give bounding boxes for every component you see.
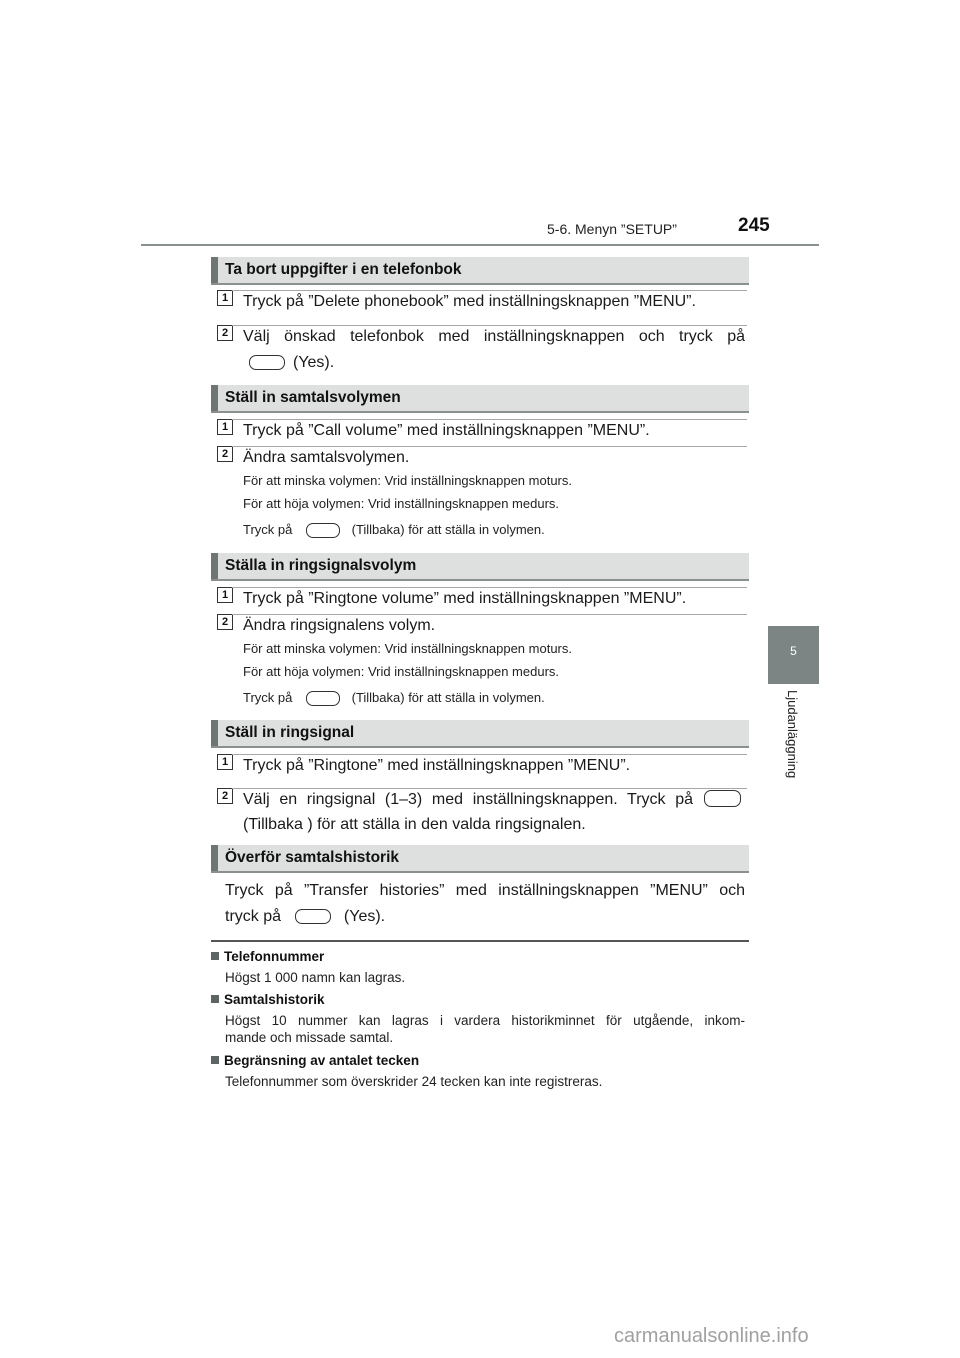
step-detail: För att minska volymen: Vrid inställningsknappen moturs. (243, 473, 572, 488)
step-number-badge: 2 (217, 614, 233, 630)
section-title: Överför samtalshistorik (225, 849, 400, 866)
back-button-icon (306, 523, 340, 538)
note-heading-text: Begränsning av antalet tecken (224, 1053, 420, 1068)
section-heading-bar (211, 553, 218, 579)
detail-text: Tryck på (243, 690, 293, 705)
section-heading-delete-phonebook (211, 257, 749, 285)
section-heading-call-volume (211, 385, 749, 413)
step-text-yes: (Yes). (293, 354, 335, 371)
detail-text: (Tillbaka) för att ställa in volymen. (351, 690, 545, 705)
section-title: Ställa in ringsignalsvolym (225, 557, 417, 574)
chapter-label: Ljudanläggning (785, 690, 800, 779)
step-number-badge: 1 (217, 290, 233, 306)
step-text: Tryck på ”Ringtone volume” med inställningsknappen ”MENU”. (243, 590, 687, 607)
step-text: Tryck på ”Delete phonebook” med inställningsknappen ”MENU”. (243, 293, 696, 310)
section-heading-bar (211, 385, 218, 411)
section-heading-ringtone (211, 720, 749, 748)
step-text: Ändra ringsignalens volym. (243, 617, 436, 634)
step-text: Tryck på ”Ringtone” med inställningsknappen ”MENU”. (243, 757, 631, 774)
chapter-label-wrap (766, 690, 822, 810)
square-bullet-icon (211, 952, 219, 960)
note-heading (211, 1053, 419, 1068)
note-heading (211, 992, 325, 1007)
yes-button-icon (295, 909, 331, 924)
step-text-continued (243, 349, 745, 376)
step-number-badge: 2 (217, 446, 233, 462)
step-detail: För att höja volymen: Vrid inställningsknappen medurs. (243, 496, 560, 511)
section-heading-bar (211, 720, 218, 746)
step-text-line: Välj en ringsignal (1–3) med inställningsknappen. Tryck på (243, 791, 693, 808)
section-title: Ställ in ringsignal (225, 724, 355, 741)
instruction-text: Tryck på ”Transfer histories” med inställningsknappen ”MENU” och (225, 882, 745, 899)
step-detail-back (243, 690, 545, 706)
page-number: 245 (738, 215, 770, 236)
step-number-badge: 1 (217, 419, 233, 435)
step-text: Välj önskad telefonbok med inställningsknappen och tryck på (243, 328, 745, 345)
note-heading-text: Samtalshistorik (224, 992, 325, 1007)
watermark-url: carmanualsonline.info (614, 1325, 809, 1347)
back-button-icon (306, 691, 340, 706)
step-detail-back (243, 522, 545, 538)
note-heading (211, 949, 324, 964)
square-bullet-icon (211, 995, 219, 1003)
step-number-badge: 1 (217, 754, 233, 770)
instruction-text-part: tryck på (225, 908, 282, 925)
note-text-continued: mande och missade samtal. (225, 1030, 394, 1045)
header-section-title: 5-6. Menyn ”SETUP” (547, 221, 677, 237)
square-bullet-icon (211, 1056, 219, 1064)
step-text-continued: (Tillbaka ) för att ställa in den valda ringsignalen. (243, 816, 586, 833)
note-heading-text: Telefonnummer (224, 949, 325, 964)
step-detail: För att minska volymen: Vrid inställningsknappen moturs. (243, 641, 572, 656)
section-title: Ta bort uppgifter i en telefonbok (225, 261, 462, 278)
note-text: Högst 1 000 namn kan lagras. (225, 970, 406, 985)
header-divider (141, 244, 819, 246)
step-detail: För att höja volymen: Vrid inställningsknappen medurs. (243, 664, 560, 679)
section-title: Ställ in samtalsvolymen (225, 389, 401, 406)
note-text: Telefonnummer som överskrider 24 tecken kan inte registreras. (225, 1074, 603, 1089)
instruction-text-part: (Yes). (343, 908, 386, 925)
step-number-badge: 1 (217, 587, 233, 603)
notes-divider (211, 940, 749, 942)
chapter-number: 5 (790, 644, 797, 658)
chapter-tab (768, 626, 819, 684)
back-button-icon (704, 790, 741, 807)
yes-button-icon (249, 355, 285, 370)
step-text (243, 786, 693, 813)
detail-text: Tryck på (243, 522, 293, 537)
section-heading-ringtone-volume (211, 553, 749, 581)
section-heading-bar (211, 845, 218, 871)
step-text: Ändra samtalsvolymen. (243, 449, 410, 466)
section-heading-transfer-history (211, 845, 749, 873)
section-heading-bar (211, 257, 218, 283)
instruction-text-continued (225, 903, 727, 930)
step-text: Tryck på ”Call volume” med inställningsknappen ”MENU”. (243, 422, 650, 439)
step-number-badge: 2 (217, 788, 233, 804)
step-number-badge: 2 (217, 325, 233, 341)
note-text: Högst 10 nummer kan lagras i vardera historikminnet för utgående, inkom- (225, 1013, 745, 1028)
detail-text: (Tillbaka) för att ställa in volymen. (351, 522, 545, 537)
